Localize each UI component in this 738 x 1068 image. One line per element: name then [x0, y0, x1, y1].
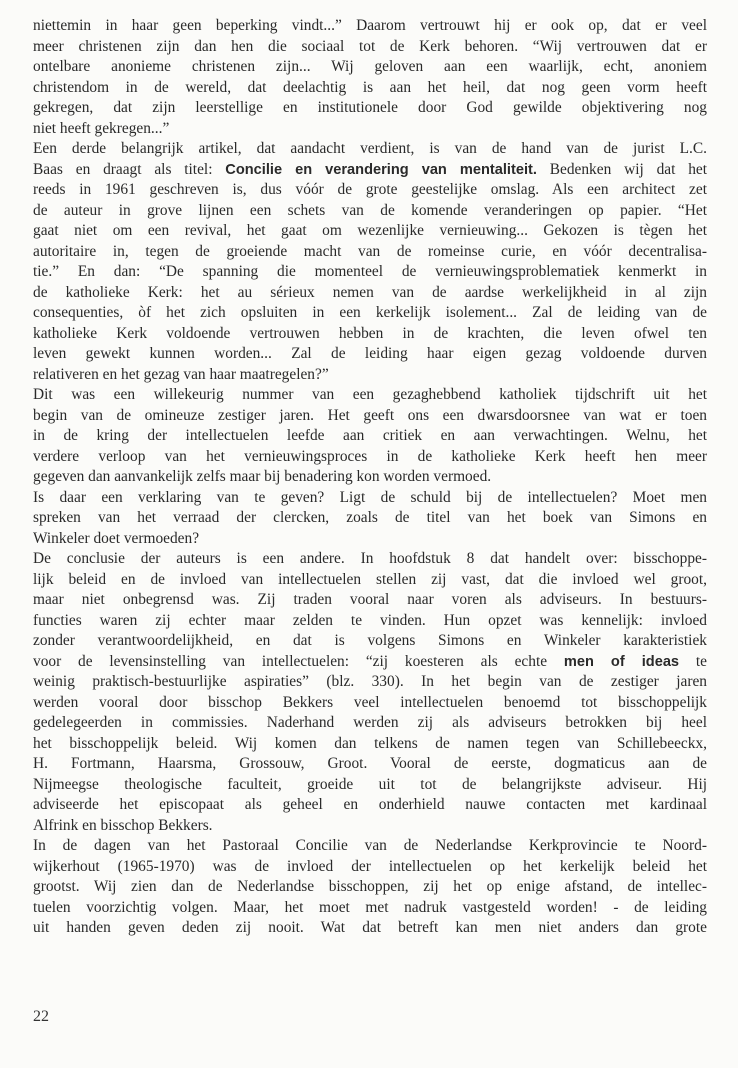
- text-line: grootst. Wij zien dan de Nederlandse bisschoppen, zij het op enige afstand, de intellec-: [33, 878, 707, 895]
- text-line: in de kring der intellectuelen leefde aan critiek en aan verwachtingen. Welnu, het: [33, 427, 707, 444]
- text-run: te: [679, 652, 707, 670]
- text-line: meer christenen zijn dan hen die sociaal tot de Kerk behoren. “Wij vertrouwen dat er: [33, 37, 707, 55]
- bold-title: Concilie en verandering van mentaliteit.: [225, 161, 537, 178]
- text-line: de auteur in grove lijnen een schets van de komende veranderingen op papier. “Het: [33, 201, 707, 219]
- text-line: niettemin in haar geen beperking vindt...” Daarom vertrouwt hij er ook op, dat er veel: [33, 17, 707, 34]
- text-run: Baas en draagt als titel:: [33, 160, 226, 178]
- text-line: De conclusie der auteurs is een andere. In hoofdstuk 8 dat handelt over: bisschoppe-: [33, 550, 707, 567]
- text-line: niet heeft gekregen...”: [33, 119, 170, 137]
- bold-title: men of ideas: [563, 653, 680, 670]
- text-line: Nijmeegse theologische faculteit, groeide uit tot de belangrijkste adviseur. Hij: [33, 775, 707, 793]
- text-line: Een derde belangrijk artikel, dat aandacht verdient, is van de hand van de jurist L.C.: [33, 140, 707, 157]
- text-line: gekregen, dat zijn leerstellige en institutionele door God gewilde objektivering nog: [33, 99, 707, 116]
- text-line: uit handen geven deden zij nooit. Wat dat betreft kan men niet anders dan grote: [33, 919, 707, 936]
- text-line: adviseerde het episcopaat als geheel en onderhield nauwe contacten met kardinaal: [33, 796, 707, 813]
- text-line: relativeren en het gezag van haar maatregelen?”: [33, 365, 329, 383]
- text-run: voor de levensinstelling van intellectuelen: “zij koesteren als echte: [33, 652, 564, 670]
- text-line: autoritaire in, tegen de groeiende macht van de romeinse curie, en vóór decentralisa-: [33, 242, 707, 260]
- page-number: 22: [33, 1008, 49, 1025]
- text-line: gedelegeerden in commissies. Naderhand werden zij als adviseurs betrokken bij heel: [33, 714, 707, 731]
- text-line: gaat niet om een revival, het gaat om wezenlijke vernieuwing... Gekozen is tègen het: [33, 222, 707, 239]
- text-line: consequenties, òf het zich opsluiten in een kerkelijk isolement... Zal de leiding van de: [33, 304, 707, 321]
- text-line: maar niet onbegrensd was. Zij traden vooral naar voren als adviseurs. In bestuurs-: [33, 591, 707, 608]
- text-line: [33, 652, 707, 673]
- text-line: de katholieke Kerk: het au sérieux nemen van de aardse werkelijkheid in al zijn: [33, 283, 707, 301]
- text-line: katholieke Kerk voldoende vertrouwen hebben in de krachten, die leven ofwel ten: [33, 324, 707, 342]
- text-line: tie.” En dan: “De spanning die momenteel de vernieuwingsproblematiek kenmerkt in: [33, 263, 707, 280]
- text-line: werden vooral door bisschop Bekkers veel intellectuelen benoemd tot bisschoppelijk: [33, 693, 707, 711]
- text-line: [33, 160, 707, 181]
- text-line: spreken van het verraad der clercken, zoals de titel van het boek van Simons en: [33, 509, 707, 526]
- text-line: het bisschoppelijk beleid. Wij komen dan telkens de namen tegen van Schillebeeckx,: [33, 734, 707, 752]
- text-line: Dit was een willekeurig nummer van een gezaghebbend katholiek tijdschrift uit het: [33, 386, 707, 403]
- text-line: reeds in 1961 geschreven is, dus vóór de grote geestelijke omslag. Als een architect zet: [33, 181, 707, 198]
- text-line: Winkeler doet vermoeden?: [33, 529, 200, 547]
- text-line: lijk beleid en de invloed van intellectuelen stellen zij vast, dat die invloed wel groot,: [33, 570, 707, 588]
- text-line: verdere verloop van het vernieuwingsproces in de katholieke Kerk heeft hen meer: [33, 447, 707, 465]
- text-line: Is daar een verklaring van te geven? Ligt de schuld bij de intellectuelen? Moet men: [33, 488, 707, 506]
- text-line: wijkerhout (1965-1970) was de invloed der intellectuelen op het kerkelijk beleid het: [33, 857, 707, 875]
- text-run: Bedenken wij dat het: [536, 160, 707, 178]
- text-line: begin van de omineuze zestiger jaren. Het geeft ons een dwarsdoorsnee van wat er toen: [33, 406, 707, 424]
- text-line: In de dagen van het Pastoraal Concilie van de Nederlandse Kerkprovincie te Noord-: [33, 837, 707, 854]
- text-line: H. Fortmann, Haarsma, Grossouw, Groot. Vooral de eerste, dogmaticus aan de: [33, 755, 707, 772]
- text-line: tuelen voorzichtig volgen. Maar, het moet met nadruk vastgesteld worden! - de leiding: [33, 898, 707, 916]
- text-line: functies waren zij echter maar zelden te vinden. Hun opzet was kennelijk: invloed: [33, 611, 707, 629]
- text-line: gegeven dan aanvankelijk zelfs maar bij benadering kon worden vermoed.: [33, 468, 492, 485]
- text-line: ontelbare anonieme christenen zijn... Wij geloven aan een waarlijk, echt, anoniem: [33, 58, 707, 75]
- text-line: weinig praktisch-bestuurlijke aspiraties” (blz. 330). In het begin van de zestiger jaren: [33, 673, 707, 690]
- text-line: leven gewekt kunnen worden... Zal de leiding haar eigen gezag voldoende durven: [33, 345, 707, 362]
- page-body: [33, 16, 707, 939]
- text-line: Alfrink en bisschop Bekkers.: [33, 816, 213, 834]
- text-line: zonder verantwoordelijkheid, en dat is volgens Simons en Winkeler karakteristiek: [33, 632, 707, 649]
- text-line: christendom in de wereld, dat deelachtig is aan het heil, dat nog geen vorm heeft: [33, 78, 707, 96]
